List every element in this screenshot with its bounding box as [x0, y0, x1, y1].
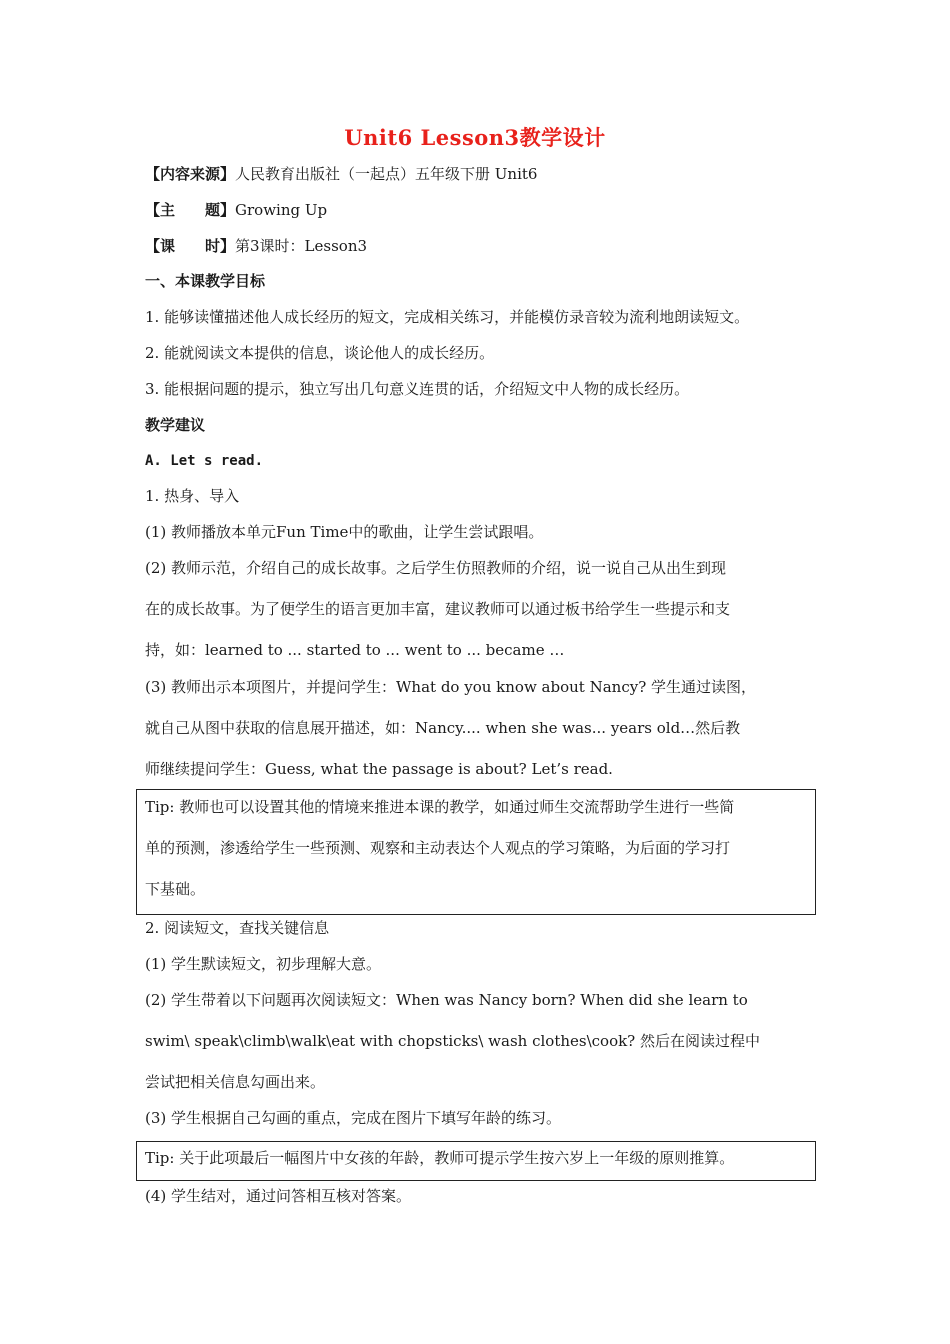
step1-paragraph-line: 持，如：learned to ... started to ... went to ... became … — [145, 641, 565, 659]
document-title: Unit6 Lesson3教学设计 — [344, 125, 606, 150]
meta-topic-value: Growing Up — [235, 201, 328, 219]
tip-line: 单的预测，渗透给学生一些预测、观察和主动表达个人观点的学习策略，为后面的学习打 — [145, 839, 731, 857]
step1-paragraph-line: (2) 教师示范，介绍自己的成长故事。之后学生仿照教师的介绍，说一说自己从出生到现 — [145, 559, 727, 577]
tip-line: Tip: 关于此项最后一幅图片中女孩的年龄，教师可提示学生按六岁上一年级的原则推算。 — [145, 1149, 735, 1167]
meta-period — [145, 236, 367, 256]
section-a-heading: A. Let s read. — [145, 453, 264, 469]
objective-item: 1. 能够读懂描述他人成长经历的短文，完成相关练习，并能模仿录音较为流利地朗读短文。 — [145, 308, 750, 326]
meta-source — [145, 164, 537, 184]
objective-item: 2. 能就阅读文本提供的信息，谈论他人的成长经历。 — [145, 344, 495, 362]
step1-paragraph-line: 就自己从图中获取的信息展开描述，如：Nancy.... when she was... years old…然后教 — [145, 719, 741, 737]
suggestions-heading: 教学建议 — [145, 416, 206, 434]
tip-line: 下基础。 — [145, 880, 206, 898]
meta-period-label: 【课 时】 — [145, 237, 236, 255]
step2-paragraph: (3) 学生根据自己勾画的重点，完成在图片下填写年龄的练习。 — [145, 1109, 562, 1127]
step2-paragraph-line: 尝试把相关信息勾画出来。 — [145, 1073, 326, 1091]
step2-title: 2. 阅读短文，查找关键信息 — [145, 919, 330, 937]
step1-paragraph-line: (3) 教师出示本项图片，并提问学生：What do you know about Nancy? 学生通过读图， — [145, 678, 757, 696]
objective-item: 3. 能根据问题的提示，独立写出几句意义连贯的话，介绍短文中人物的成长经历。 — [145, 380, 690, 398]
step1-title: 1. 热身、导入 — [145, 487, 240, 505]
meta-topic-label: 【主 题】 — [145, 201, 236, 219]
meta-topic — [145, 200, 327, 220]
step1-paragraph-line: 在的成长故事。为了便学生的语言更加丰富，建议教师可以通过板书给学生一些提示和支 — [145, 600, 731, 618]
step1-paragraph: (1) 教师播放本单元Fun Time中的歌曲，让学生尝试跟唱。 — [145, 523, 544, 541]
meta-period-value: 第3课时：Lesson3 — [235, 237, 368, 255]
step2-paragraph: (1) 学生默读短文，初步理解大意。 — [145, 955, 382, 973]
meta-source-label: 【内容来源】 — [145, 165, 236, 183]
objectives-heading: 一、本课教学目标 — [145, 272, 266, 290]
tip-line: Tip: 教师也可以设置其他的情境来推进本课的教学，如通过师生交流帮助学生进行一些简 — [145, 798, 735, 816]
step2-paragraph-line: swim\ speak\climb\walk\eat with chopsticks\ wash clothes\cook? 然后在阅读过程中 — [145, 1032, 760, 1050]
meta-source-value: 人民教育出版社（一起点）五年级下册 Unit6 — [235, 165, 538, 183]
step2-paragraph-line: (2) 学生带着以下问题再次阅读短文：When was Nancy born? When did she learn to — [145, 991, 748, 1009]
step1-paragraph-line: 师继续提问学生：Guess, what the passage is about? Let’s read. — [145, 760, 613, 778]
tip-box — [136, 1141, 816, 1181]
step2-paragraph: (4) 学生结对，通过问答相互核对答案。 — [145, 1187, 412, 1205]
tip-box — [136, 789, 816, 915]
